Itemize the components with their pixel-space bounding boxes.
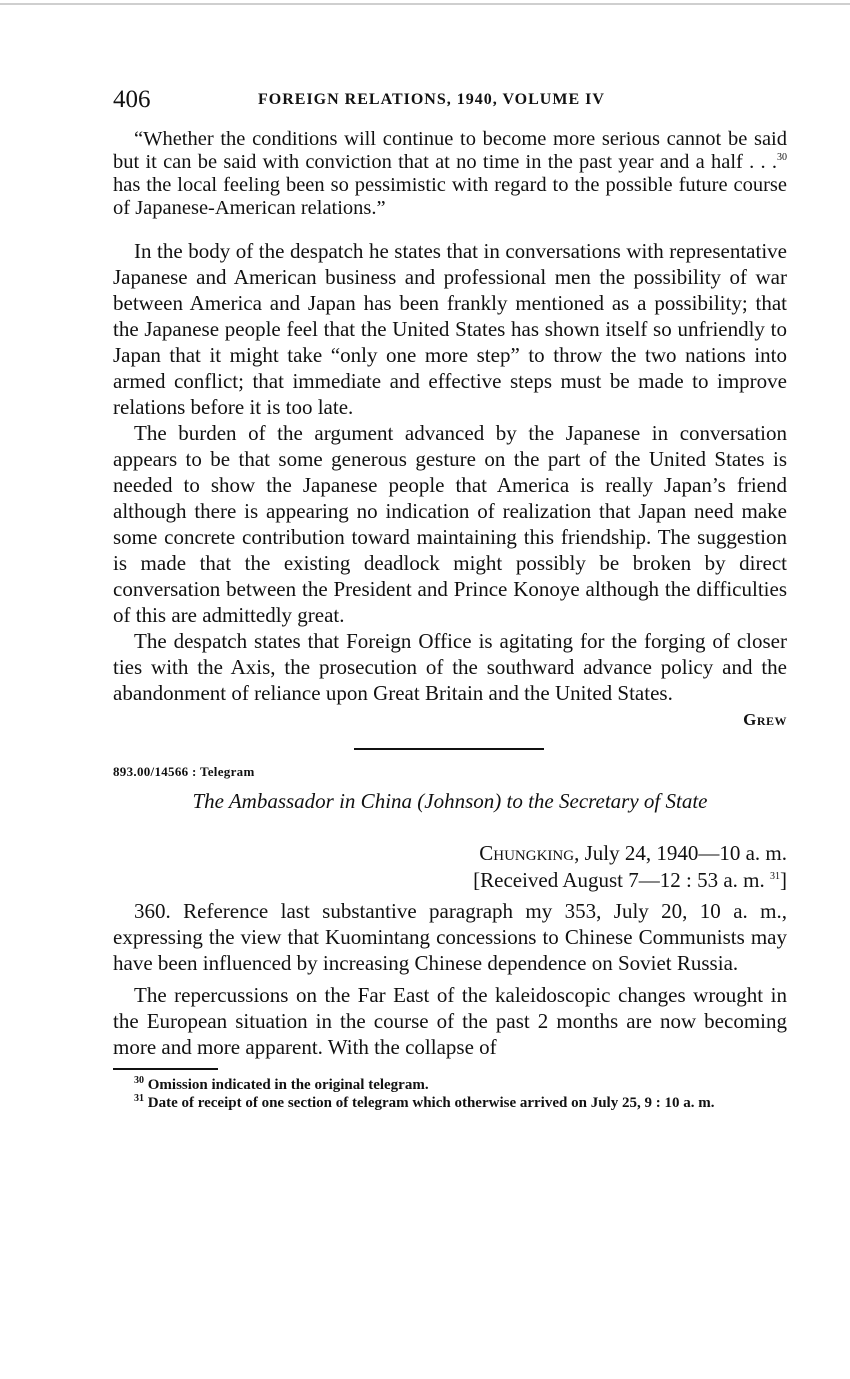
quote-text-2: has the local feeling been so pessimistic with regard to the possible future course of Japanese-American relations.” xyxy=(113,174,787,219)
footnote-ref-31: 31 xyxy=(770,871,780,882)
footnote-31: $^{31}$ Date of receipt of one section of telegram which otherwise arrived on July 25, 9 : 10 a. m. xyxy=(134,1093,715,1111)
section-divider xyxy=(354,748,544,750)
document-title: The Ambassador in China (Johnson) to the Secretary of State xyxy=(192,789,708,813)
dateline-sent xyxy=(113,840,787,867)
signature-grew: Grew xyxy=(743,710,787,729)
footnote-divider xyxy=(113,1068,218,1070)
paragraph-1: In the body of the despatch he states that in conversations with representative Japanese and American business and professional men the possibility of war between America and Japan has been frankly mentioned as a possibility; that the Japanese people feel that the United States has shown itself so unfriendly to Japan that it might take “only one more step” to throw the two nations into armed conflict; that immediate and effective steps must be made to improve relations before it is too late. xyxy=(113,239,787,419)
telegram-paragraph-1: 360. Reference last substantive paragraph my 353, July 20, 10 a. m., expressing the view that Kuomintang concessions to Chinese Communists may have been influenced by increasing Chinese dependence on Soviet Russia. xyxy=(113,899,787,975)
scan-edge-line xyxy=(0,3,850,5)
file-reference: 893.00/14566 : Telegram xyxy=(113,764,255,779)
dateline xyxy=(113,840,787,894)
page-header xyxy=(113,86,787,116)
footnote-30: $^{30}$ Omission indicated in the original telegram. xyxy=(134,1075,429,1093)
dateline-place: Chungking xyxy=(479,841,575,865)
quoted-passage xyxy=(113,128,787,220)
quote-text-1: “Whether the conditions will continue to become more serious cannot be said but it can be said with conviction that at no time in the past year and a half . . . xyxy=(113,128,787,173)
footnote-ref-30: 30 xyxy=(777,152,787,164)
footnotes xyxy=(113,1076,787,1112)
dateline-received: [Received August 7—12 : 53 a. m. $^{31}$] xyxy=(473,868,787,892)
page-body xyxy=(113,128,787,1112)
paragraph-3: The despatch states that Foreign Office is agitating for the forging of closer ties with the Axis, the prosecution of the southward advance policy and the abandonment of reliance upon Great Britain and the United States. xyxy=(113,629,787,705)
telegram-paragraph-2: The repercussions on the Far East of the kaleidoscopic changes wrought in the European situation in the course of the past 2 months are now becoming more and more apparent. With the collapse of xyxy=(113,983,787,1059)
page-number: 406 xyxy=(113,86,151,113)
dateline-date: , July 24, 1940—10 a. m. xyxy=(574,841,787,865)
paragraph-2: The burden of the argument advanced by the Japanese in conversation appears to be that some generous gesture on the part of the United States is needed to show the Japanese people that America is really Japan’s friend although there is appearing no indication of realization that Japan need make some concrete contribution toward maintaining this friendship. The suggestion is made that the existing deadlock might possibly be broken by direct conversation between the President and Prince Konoye although the difficulties of this are admittedly great. xyxy=(113,421,787,627)
running-head: FOREIGN RELATIONS, 1940, VOLUME IV xyxy=(258,91,605,108)
